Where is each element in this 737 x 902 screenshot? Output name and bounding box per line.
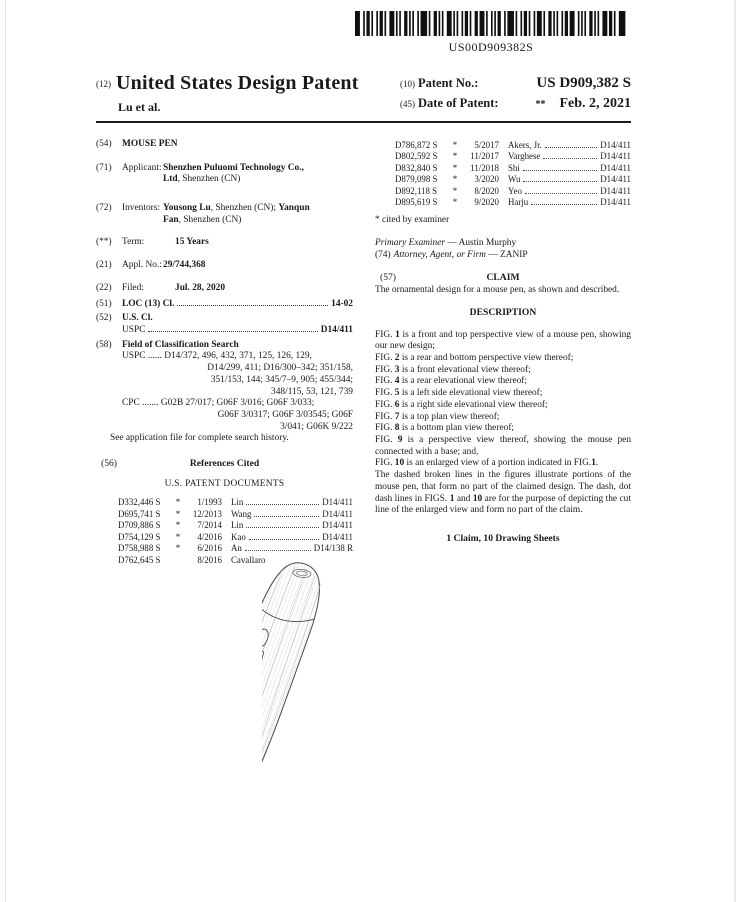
patent-no-row bbox=[400, 76, 631, 91]
classification-line: D14/299, 411; D16/300–342; 351/158, bbox=[207, 363, 353, 374]
figure-description-line: FIG. 10 is an enlarged view of a portion indicated in FIG.1. bbox=[375, 458, 599, 469]
mouse-pen-figure-drawing bbox=[262, 554, 472, 902]
loc-value: 14-02 bbox=[331, 298, 353, 309]
header-rule bbox=[96, 121, 631, 123]
primary-examiner-line: Primary Examiner — Austin Murphy bbox=[375, 238, 517, 249]
dot-leader bbox=[523, 181, 597, 182]
reference-row: D762,645 S 8/2016 Cavallaro bbox=[118, 554, 266, 565]
page-edge-right bbox=[734, 0, 736, 902]
search-history-note: See application file for complete search history. bbox=[110, 433, 289, 444]
barcode-icon bbox=[355, 11, 627, 36]
filed-value: Jul. 28, 2020 bbox=[175, 282, 226, 293]
reference-row: D332,446 S * 1/1993 Lin D14/411 bbox=[118, 497, 353, 508]
figure-description-line: FIG. 3 is a front elevational view thereof; bbox=[375, 364, 531, 375]
attorney-line: (74) Attorney, Agent, or Firm — ZANIP bbox=[375, 249, 528, 260]
field-21-appl-no: (21) Appl. No.: 29/744,368 bbox=[96, 260, 206, 271]
field-number-45: (45) bbox=[400, 99, 415, 109]
classification-line: 348/115, 53, 121, 739 bbox=[271, 386, 353, 397]
page-title: United States Design Patent bbox=[116, 72, 359, 94]
inventor-byline: Lu et al. bbox=[118, 100, 161, 114]
references-table-right bbox=[375, 140, 631, 208]
reference-row: D709,886 S * 7/2014 Lin D14/411 bbox=[118, 520, 353, 531]
dot-leader bbox=[545, 147, 597, 148]
classification-line: CPC ....... G02B 27/017; G06F 3/016; G06F 3/033; bbox=[122, 398, 315, 409]
figure-description-line: FIG. 5 is a left side elevational view thereof; bbox=[375, 388, 543, 399]
field-71-applicant: (71) Applicant: Shenzhen Puluomi Technology Co., Ltd, Shenzhen (CN) bbox=[96, 163, 353, 186]
figure-description-line: FIG. 7 is a top plan view thereof; bbox=[375, 411, 500, 422]
figure-description-line: FIG. 1 is a front and top perspective view of a mouse pen, showing our new design; bbox=[375, 329, 631, 352]
reference-row: D786,872 S * 5/2017 Akers, Jr. D14/411 bbox=[395, 140, 631, 150]
figure-description-line: FIG. 8 is a bottom plan view thereof; bbox=[375, 423, 515, 434]
term-asterisks: ** bbox=[535, 99, 546, 110]
cpc-search-lines bbox=[96, 398, 353, 433]
figure-description-line: FIG. 4 is a rear elevational view thereof; bbox=[375, 376, 528, 387]
classification-line: 351/153, 144; 345/7–9, 905; 455/344; bbox=[210, 374, 353, 385]
uspc-value: D14/411 bbox=[320, 325, 353, 336]
field-52-uspc: USPC D14/411 bbox=[122, 325, 353, 336]
figure-description-line: FIG. 2 is a rear and bottom perspective view thereof; bbox=[375, 353, 574, 364]
dot-leader bbox=[246, 504, 319, 505]
dot-leader bbox=[245, 550, 311, 551]
dot-leader bbox=[523, 170, 597, 171]
reference-row: D754,129 S * 4/2016 Kao D14/411 bbox=[118, 531, 353, 542]
reference-row: D758,988 S * 6/2016 An D14/138 R bbox=[118, 543, 353, 554]
left-column bbox=[96, 134, 353, 566]
field-51-loc: (51) LOC (13) Cl. 14-02 bbox=[96, 298, 353, 309]
dot-leader bbox=[543, 158, 597, 159]
field-term: (**) Term: 15 Years bbox=[96, 236, 209, 247]
field-58-title: (58) Field of Classification Search bbox=[96, 339, 239, 350]
reference-row: D879,098 S * 3/2020 Wu D14/411 bbox=[395, 174, 631, 185]
classification-line: USPC ...... D14/372, 496, 432, 371, 125, 126, 129, bbox=[122, 351, 312, 362]
figure-description-line: FIG. 9 is a perspective view thereof, showing the mouse pen connected with a base; and, bbox=[375, 434, 632, 457]
references-cited-heading: (56) References Cited bbox=[101, 458, 260, 470]
patent-no-value: US D909,382 S bbox=[536, 75, 631, 91]
date-of-patent-row bbox=[400, 96, 631, 112]
claim-sheets-line: 1 Claim, 10 Drawing Sheets bbox=[446, 532, 560, 544]
classification-line: 3/041; G06K 9/222 bbox=[280, 421, 353, 432]
field-number-12: (12) bbox=[96, 79, 111, 89]
field-54-title: (54) MOUSE PEN bbox=[96, 139, 178, 149]
field-22-filed: (22) Filed: Jul. 28, 2020 bbox=[96, 282, 226, 293]
field-number-10: (10) bbox=[400, 79, 415, 89]
inventors-value: Yousong Lu, Shenzhen (CN); Yanqun Fan, Shenzhen (CN) bbox=[163, 203, 310, 225]
patent-no-label: Patent No.: bbox=[418, 76, 479, 90]
appl-no-value: 29/744,368 bbox=[163, 260, 206, 271]
field-72-inventors: (72) Inventors: Yousong Lu, Shenzhen (CN); Yanqun Fan, Shenzhen (CN) bbox=[96, 203, 353, 226]
invention-title: MOUSE PEN bbox=[122, 139, 178, 149]
reference-row: D895,619 S * 9/2020 Harju D14/411 bbox=[395, 197, 631, 208]
figure-description-line: FIG. 6 is a right side elevational view thereof; bbox=[375, 399, 548, 410]
dot-leader bbox=[254, 516, 319, 517]
classification-line: G06F 3/0317; G06F 3/03545; G06F bbox=[217, 409, 353, 420]
barcode-block bbox=[355, 11, 627, 54]
reference-row: D802,592 S * 11/2017 Varghese D14/411 bbox=[395, 151, 631, 162]
pen-body bbox=[262, 554, 332, 891]
figure-descriptions bbox=[375, 330, 631, 470]
date-of-patent-label: Date of Patent: bbox=[418, 96, 499, 110]
uspc-search-lines bbox=[96, 351, 353, 398]
claim-text: The ornamental design for a mouse pen, as shown and described. bbox=[375, 285, 620, 296]
document-title-block bbox=[96, 72, 359, 95]
description-heading: DESCRIPTION bbox=[469, 306, 537, 318]
page-edge-left bbox=[5, 0, 6, 902]
date-of-patent-value: Feb. 2, 2021 bbox=[559, 96, 631, 111]
applicant-value: Shenzhen Puluomi Technology Co., Ltd, Shenzhen (CN) bbox=[163, 162, 304, 185]
barcode-text: US00D909382S bbox=[448, 40, 534, 54]
field-52-us-cl: (52) U.S. Cl. bbox=[96, 313, 153, 324]
cited-by-examiner-note: * cited by examiner bbox=[375, 215, 450, 226]
right-column bbox=[375, 134, 631, 545]
closing-paragraph: The dashed broken lines in the figures illustrate portions of the mouse pen, that form no part of the claimed design. The dash, dot dash lines in FIGS. 1 and 10 are for the purpose of depicting the cut line of the enlarged view and form no part of the claim. bbox=[375, 470, 631, 516]
reference-row: D832,840 S * 11/2018 Shi D14/411 bbox=[395, 162, 631, 173]
dot-leader bbox=[177, 305, 328, 306]
claim-heading: (57) CLAIM bbox=[380, 271, 520, 283]
dot-leader bbox=[525, 193, 597, 194]
patent-number-block bbox=[400, 76, 631, 117]
reference-row: D892,118 S * 8/2020 Yeo D14/411 bbox=[395, 185, 631, 196]
dot-leader bbox=[148, 331, 317, 332]
term-value: 15 Years bbox=[175, 236, 209, 247]
dot-leader bbox=[249, 539, 319, 540]
dot-leader bbox=[531, 204, 597, 205]
dot-leader bbox=[246, 527, 319, 528]
reference-row: D695,741 S * 12/2013 Wang D14/411 bbox=[118, 508, 353, 519]
us-patent-documents-heading: U.S. PATENT DOCUMENTS bbox=[164, 478, 285, 489]
